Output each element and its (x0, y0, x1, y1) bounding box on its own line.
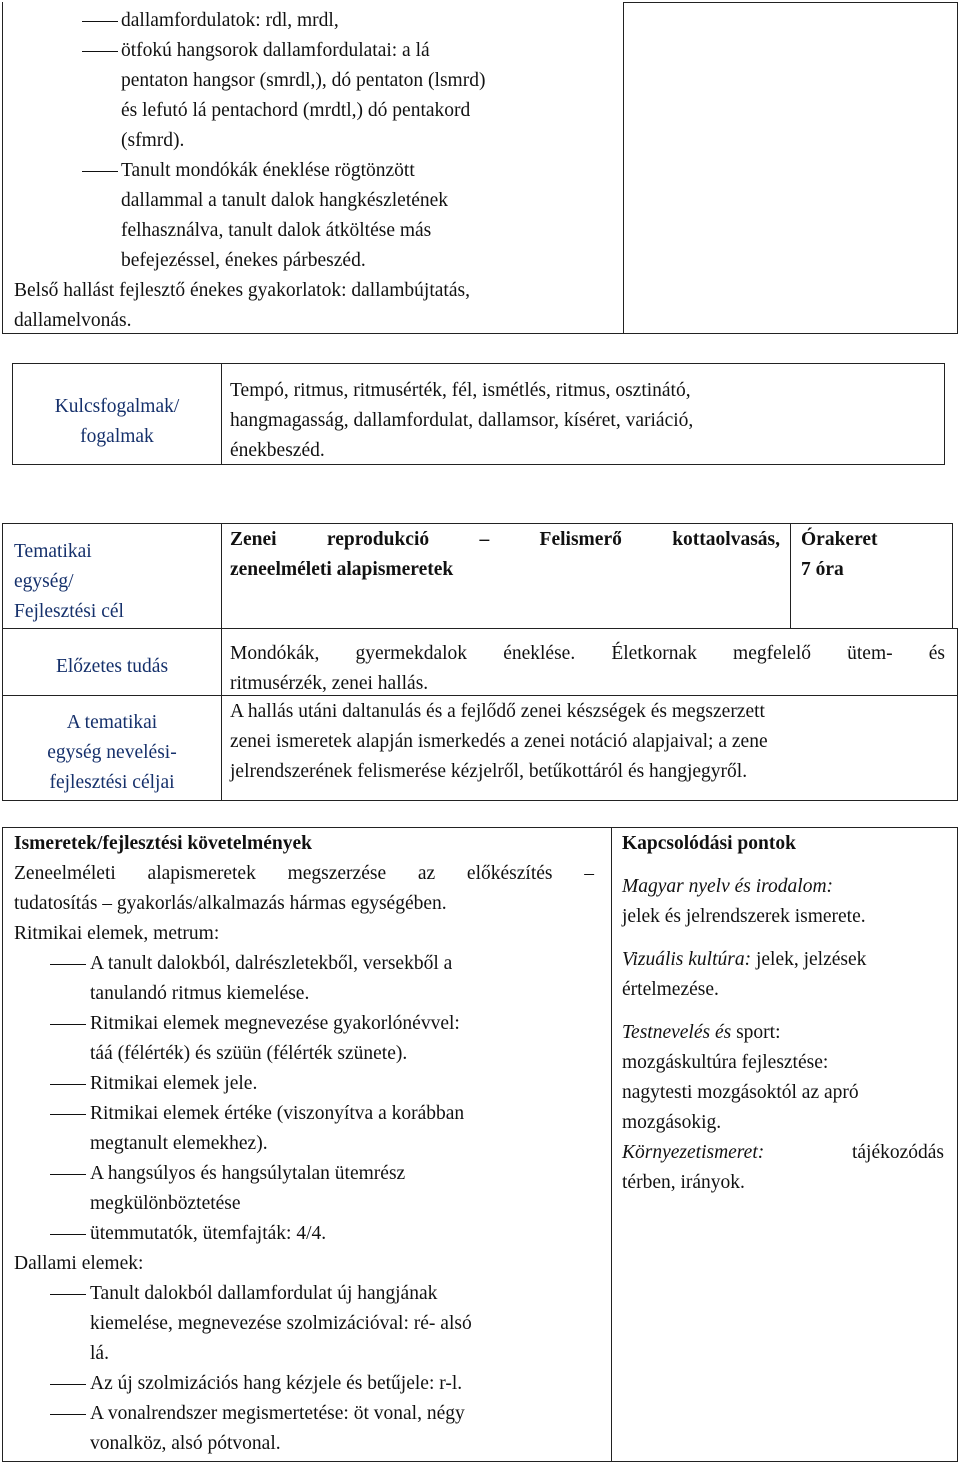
connection-text: nagytesti mozgásoktól az apró (622, 1082, 859, 1103)
hours-label: Órakeret (801, 529, 878, 550)
connection-subject: Vizuális kultúra: (622, 949, 752, 970)
connection-text: tájékozódás (764, 1142, 944, 1163)
top-item-line: ötfokú hangsorok dallamfordulatai: a lá (121, 40, 430, 61)
connection-text: mozgásokig. (622, 1112, 722, 1133)
connection-subject: Környezetismeret: (622, 1142, 765, 1163)
inner-hearing-text: dallamelvonás. (14, 310, 132, 331)
dash-bullet-icon (50, 1384, 86, 1385)
requirements-intro: Zeneelméleti alapismeretek megszerzése az előkészítés – (14, 863, 594, 884)
prior-knowledge-label: Előzetes tudás (55, 656, 169, 677)
unit-label: Tematikai egység/ Fejlesztési cél (14, 541, 124, 622)
connections-heading: Kapcsolódási pontok (622, 833, 796, 854)
requirements-heading: Ismeretek/fejlesztési követelmények (14, 833, 312, 854)
unit-title: Zenei reprodukció – Felismerő kottaolvasás, zeneelméleti alapismeretek (230, 529, 780, 580)
dash-bullet-icon (82, 21, 118, 22)
connections-column (622, 829, 952, 1198)
rhythm-list: A tanult dalokból, dalrészletekből, versekből a tanulandó ritmus kiemelése. Ritmikai elemek megnevezése gyakorlónévvel: táá (félérték) és szüün (félérték szünete). Ritmikai elemek jele. Ritmikai elemek értéke (viszonyítva a korábban megtanult elemekhez). A hangsúlyos és hangsúlytalan ütemrész megkülönböztetése ütemmutatók, ütemfajták: 4/4. (14, 949, 604, 1249)
key-concepts-text: Tempó, ritmus, ritmusérték, fél, ismétlés, ritmus, osztinátó, hangmagasság, dallamfordulat, dallamsor, kíséret, variáció, énekbeszéd. (230, 380, 694, 461)
prior-knowledge-text: Mondókák, gyermekdalok éneklése. Életkornak megfelelő ütem- és ritmusérzék, zenei hallás. (230, 643, 945, 694)
connection-text: jelek és jelrendszerek ismerete. (622, 906, 866, 927)
key-concepts-label: Kulcsfogalmak/ fogalmak (54, 396, 180, 447)
top-item-line: dallamfordulatok: rdl, mrdl, (121, 10, 339, 31)
dash-bullet-icon (50, 1294, 86, 1295)
connection-text: értelmezése. (622, 979, 719, 1000)
goals-label: A tematikai egység nevelési- fejlesztési céljai (47, 712, 177, 793)
dash-bullet-icon (50, 1024, 86, 1025)
requirements-intro: tudatosítás – gyakorlás/alkalmazás hármas egységében. (14, 893, 447, 914)
dash-bullet-icon (50, 964, 86, 965)
hours-value: 7 óra (801, 559, 844, 580)
top-item-line: felhasználva, tanult dalok átköltése más (121, 220, 432, 241)
dash-bullet-icon (50, 1234, 86, 1235)
connection-text: jelek, jelzések (751, 949, 867, 970)
unit-hours (801, 525, 878, 585)
dash-bullet-icon (50, 1084, 86, 1085)
connection-subject: Testnevelés és (622, 1022, 732, 1043)
requirements-column (14, 829, 604, 1459)
connection-text: térben, irányok. (622, 1172, 745, 1193)
connection-entry (622, 1138, 944, 1168)
top-item-line: befejezéssel, énekes párbeszéd. (121, 250, 366, 271)
goals-text: A hallás utáni daltanulás és a fejlődő zenei készségek és megszerzett zenei ismeretek alapján ismerkedés a zenei notáció alapjaival; a zene jelrendszerének felismerése kézjelről, betűkottáról és hangjegyről. (230, 701, 768, 782)
dash-bullet-icon (82, 51, 118, 52)
top-item-line: Tanult mondókák éneklése rögtönzött (121, 160, 415, 181)
dash-bullet-icon (50, 1114, 86, 1115)
connection-text: mozgáskultúra fejlesztése: (622, 1052, 829, 1073)
inner-hearing-text: Belső hallást fejlesztő énekes gyakorlatok: dallambújtatás, (14, 280, 470, 301)
top-item-line: pentaton hangsor (smrdl,), dó pentaton (lsmrd) (121, 70, 486, 91)
dash-bullet-icon (50, 1174, 86, 1175)
melody-list: Tanult dalokból dallamfordulat új hangjának kiemelése, megnevezése szolmizációval: ré- alsó lá. Az új szolmizációs hang kézjele és betűjele: r-l. A vonalrendszer megismertetése: öt vonal, négy vonalköz, alsó pótvonal. (14, 1279, 604, 1459)
top-item-line: (sfmrd). (121, 130, 185, 151)
dash-bullet-icon (82, 171, 118, 172)
rhythm-heading: Ritmikai elemek, metrum: (14, 923, 220, 944)
dash-bullet-icon (50, 1414, 86, 1415)
connection-entry (622, 1018, 952, 1048)
connection-entry (622, 945, 952, 975)
top-item-line: és lefutó lá pentachord (mrdtl,) dó pentakord (121, 100, 471, 121)
top-item-line: dallammal a tanult dalok hangkészletének (121, 190, 449, 211)
connection-subject-rest: sport: (731, 1022, 781, 1043)
melody-heading: Dallami elemek: (14, 1253, 144, 1274)
top-section-right-cell (623, 2, 958, 334)
connection-subject: Magyar nyelv és irodalom: (622, 876, 834, 897)
